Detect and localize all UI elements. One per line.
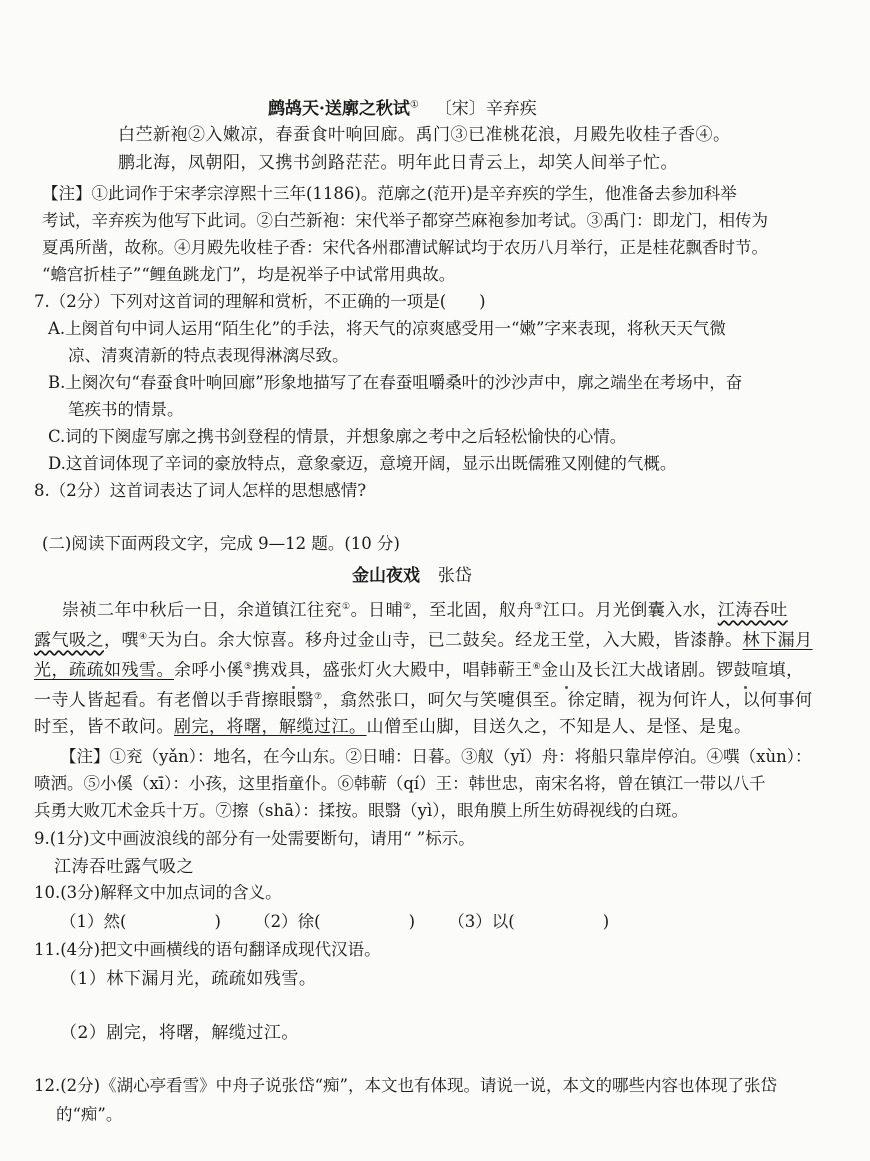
passage-line-5: 时至，皆不敢问。剧完，将曙，解缆过江。山僧至山脚，目送久之，不知是人、是怪、是鬼。 [34, 717, 752, 737]
emphasis-dot-ran [292, 686, 295, 689]
passage-title-line [352, 561, 472, 586]
q10-item3-label: （3）以( [448, 912, 515, 931]
passage-author: 张岱 [437, 566, 472, 586]
passage-line-2: 露气吸之，噀④天为白。余大惊喜。移舟过金山寺，已二鼓矣。经龙王堂，入大殿，皆漆静。林下漏月 [34, 630, 813, 651]
q8-stem: 8.（2分）这首词表达了词人怎样的思想感情? [34, 481, 367, 500]
q10-item1-label: （1）然( [60, 912, 127, 931]
q7-option-a-line1: A.上阕首句中词人运用“陌生化”的手法，将天气的凉爽感受用一“嫩”字来表现，将秋天天气微 [48, 319, 726, 338]
q12-line-2: 的“痴”。 [56, 1105, 123, 1124]
q7-stem: 7.（2分）下列对这首词的理解和赏析，不正确的一项是( ) [34, 292, 486, 311]
wavy-underline-part2: 露气吸之 [34, 630, 104, 651]
poem-line-2: 鹏北海，凤朝阳，又携书剑路茫茫。明年此日青云上，却笑人间举子忙。 [118, 153, 678, 173]
q10-items: （1）然( ) （2）徐( ) （3）以( ) [60, 912, 610, 931]
underline-sentence2: 剧完，将曙，解缆过江。 [174, 717, 367, 737]
passage-line-3: 光，疏疏如残雪。余呼小傒⑤携戏具，盛张灯火大殿中，唱韩蕲王⑥金山及长江大战诸剧。锣鼓喧填， [34, 660, 804, 681]
poem-note-4: “蟾宫折桂子”“鲤鱼跳龙门”，均是祝举子中试常用典故。 [42, 265, 456, 284]
underline-sentence1-part2: 光，疏疏如残雪。 [34, 660, 174, 681]
passage-title: 金山夜戏 [352, 566, 420, 586]
q12-line-1: 12.(2分)《湖心亭看雪》中舟子说张岱“痴”，本文也有体现。请说一说，本文的哪些内容也体现了张岱 [34, 1076, 777, 1095]
poem-author: 辛弃疾 [485, 99, 537, 119]
passage-note-2: 喷洒。⑤小傒（xī）：小孩，这里指童仆。⑥韩蕲（qí）王：韩世忠，南宋名将，曾在镇江一带以八千 [34, 774, 766, 793]
poem-title-line [268, 94, 537, 119]
q10-stem: 10.(3分)解释文中加点词的含义。 [34, 883, 282, 902]
q10-item2-label: （2）徐( [254, 912, 321, 931]
q9-text[interactable]: 江涛吞吐露气吸之 [54, 857, 194, 877]
q7-option-c: C.词的下阕虚写廓之携书剑登程的情景，并想象廓之考中之后轻松愉快的心情。 [48, 427, 627, 446]
q11-sentence-2: （2）剧完，将曙，解缆过江。 [60, 1023, 299, 1043]
poem-title-note: ① [409, 99, 419, 111]
emphasis-dot-xu [565, 686, 568, 689]
q7-option-b-line1: B.上阕次句“春蚕食叶响回廊”形象地描写了在春蚕咀嚼桑叶的沙沙声中，廓之端坐在考场中，奋 [48, 373, 743, 392]
q11-stem: 11.(4分)把文中画横线的语句翻译成现代汉语。 [34, 940, 381, 959]
underline-sentence1-part1: 林下漏月 [742, 630, 813, 651]
passage-line-4: 一寺人皆起看。有老僧以手背擦眼翳⑦，翕然张口，呵欠与笑嚏俱至。徐定睛，视为何许人，以何事何 [34, 690, 813, 711]
poem-line-1: 白苎新袍②入嫩凉，春蚕食叶响回廊。禹门③已准桃花浪，月殿先收桂子香④。 [118, 125, 731, 145]
q11-sentence-1: （1）林下漏月光，疏疏如残雪。 [60, 969, 317, 989]
poem-title: 鹧鸪天·送廓之秋试 [268, 99, 410, 119]
passage-line-1: 崇祯二年中秋后一日，余道镇江往兖①。日晡②，至北固，舣舟③江口。月光倒囊入水，江涛吞吐 [62, 600, 788, 621]
section2-header: (二)阅读下面两段文字，完成 9—12 题。(10 分) [42, 534, 400, 553]
passage-note-1: 【注】①兖（yǎn）：地名，在今山东。②日晡：日暮。③舣（yǐ）舟：将船只靠岸停泊。④噀（xùn）： [60, 747, 812, 766]
passage-note-3: 兵勇大败兀术金兵十万。⑦擦（shā）：揉按。眼翳（yì），眼角膜上所生妨碍视线的白斑。 [34, 801, 689, 820]
poem-dynasty: 〔宋〕 [434, 99, 486, 119]
q9-stem: 9.(1分)文中画波浪线的部分有一处需要断句，请用“ ”标示。 [34, 829, 475, 848]
q7-option-a-line2: 凉、清爽清新的特点表现得淋漓尽致。 [68, 346, 349, 365]
emphasis-dot-yi [744, 686, 747, 689]
poem-note-2: 考试，辛弃疾为他写下此词。②白苎新袍：宋代举子都穿苎麻袍参加考试。③禹门：即龙门，相传为 [42, 211, 768, 230]
q7-option-d: D.这首词体现了辛词的豪放特点，意象豪迈，意境开阔，显示出既儒雅又刚健的气概。 [48, 454, 677, 473]
poem-note-1: 【注】①此词作于宋孝宗淳熙十三年(1186)。范廓之(范开)是辛弃疾的学生，他准备去参加科举 [42, 184, 737, 203]
q7-option-b-line2: 笔疾书的情景。 [68, 400, 184, 419]
wavy-underline-part1: 江涛吞吐 [717, 600, 788, 621]
poem-note-3: 夏禹所凿，故称。④月殿先收桂子香：宋代各州郡漕试解试均于农历八月举行，正是桂花飘香时节。 [42, 238, 768, 257]
